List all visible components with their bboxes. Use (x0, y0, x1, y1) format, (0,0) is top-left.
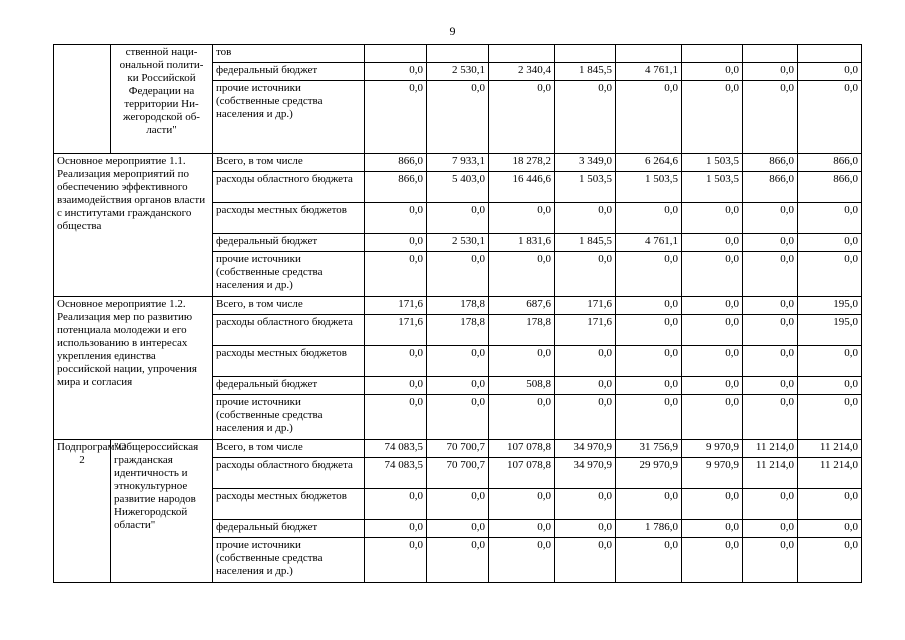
value-cell: 178,8 (427, 297, 489, 315)
value-cell: 1 503,5 (682, 172, 743, 203)
value-cell: 0,0 (743, 81, 798, 154)
value-cell: 0,0 (798, 538, 862, 583)
value-cell: 0,0 (798, 203, 862, 234)
value-cell: 0,0 (682, 81, 743, 154)
value-cell: 4 761,1 (616, 63, 682, 81)
value-cell: 866,0 (743, 172, 798, 203)
value-cell: 0,0 (427, 520, 489, 538)
value-cell: 18 278,2 (489, 154, 555, 172)
funding-source-cell: расходы местных бюджетов (213, 346, 365, 377)
value-cell: 0,0 (365, 346, 427, 377)
funding-source-cell: прочие источники (собственные средства населения и др.) (213, 252, 365, 297)
measure-name-cell: "Общероссийская гражданская идентичность и этнокультурное развитие народов Нижегородской области" (111, 440, 213, 583)
value-cell: 0,0 (427, 252, 489, 297)
value-cell: 0,0 (798, 63, 862, 81)
value-cell (555, 45, 616, 63)
value-cell: 0,0 (489, 538, 555, 583)
funding-source-cell: федеральный бюджет (213, 234, 365, 252)
value-cell: 9 970,9 (682, 458, 743, 489)
funding-source-cell: расходы областного бюджета (213, 315, 365, 346)
value-cell: 0,0 (365, 377, 427, 395)
value-cell: 3 349,0 (555, 154, 616, 172)
value-cell: 0,0 (682, 377, 743, 395)
subprogram-label-cell: Подпрограмма 2 (54, 440, 111, 583)
value-cell: 0,0 (616, 315, 682, 346)
value-cell: 11 214,0 (743, 458, 798, 489)
value-cell: 0,0 (365, 81, 427, 154)
value-cell: 0,0 (616, 395, 682, 440)
value-cell: 0,0 (427, 395, 489, 440)
value-cell: 0,0 (555, 203, 616, 234)
value-cell: 0,0 (743, 203, 798, 234)
value-cell: 171,6 (365, 315, 427, 346)
value-cell: 0,0 (682, 315, 743, 346)
value-cell: 0,0 (682, 297, 743, 315)
value-cell: 687,6 (489, 297, 555, 315)
value-cell: 178,8 (427, 315, 489, 346)
value-cell: 866,0 (365, 172, 427, 203)
funding-source-cell: федеральный бюджет (213, 63, 365, 81)
value-cell: 0,0 (427, 81, 489, 154)
value-cell: 866,0 (743, 154, 798, 172)
value-cell: 0,0 (743, 395, 798, 440)
table-row (54, 440, 862, 458)
value-cell: 74 083,5 (365, 440, 427, 458)
value-cell: 34 970,9 (555, 458, 616, 489)
value-cell: 70 700,7 (427, 440, 489, 458)
measure-name-cell: ственной наци- ональной полити- ки Российской Федерации на территории Ни- жегородской об- ласти" (111, 45, 213, 154)
value-cell: 866,0 (798, 154, 862, 172)
value-cell: 29 970,9 (616, 458, 682, 489)
value-cell: 0,0 (555, 346, 616, 377)
value-cell: 195,0 (798, 297, 862, 315)
value-cell: 0,0 (682, 538, 743, 583)
value-cell: 0,0 (555, 520, 616, 538)
value-cell: 178,8 (489, 315, 555, 346)
value-cell: 0,0 (743, 252, 798, 297)
value-cell: 171,6 (555, 297, 616, 315)
value-cell: 0,0 (489, 395, 555, 440)
value-cell (365, 45, 427, 63)
value-cell: 0,0 (489, 520, 555, 538)
value-cell: 0,0 (743, 315, 798, 346)
value-cell (798, 45, 862, 63)
value-cell: 0,0 (798, 377, 862, 395)
value-cell: 1 503,5 (555, 172, 616, 203)
value-cell: 2 340,4 (489, 63, 555, 81)
value-cell: 0,0 (427, 538, 489, 583)
value-cell: 0,0 (365, 203, 427, 234)
value-cell: 0,0 (489, 252, 555, 297)
value-cell: 171,6 (365, 297, 427, 315)
value-cell (427, 45, 489, 63)
value-cell: 0,0 (743, 538, 798, 583)
value-cell: 0,0 (555, 81, 616, 154)
value-cell: 0,0 (616, 297, 682, 315)
value-cell: 866,0 (798, 172, 862, 203)
funding-source-cell: федеральный бюджет (213, 377, 365, 395)
value-cell: 0,0 (743, 63, 798, 81)
funding-source-cell: прочие источники (собственные средства населения и др.) (213, 538, 365, 583)
value-cell (743, 45, 798, 63)
funding-source-cell: расходы областного бюджета (213, 458, 365, 489)
funding-source-cell: расходы местных бюджетов (213, 489, 365, 520)
value-cell: 195,0 (798, 315, 862, 346)
value-cell: 0,0 (682, 252, 743, 297)
value-cell: 0,0 (427, 377, 489, 395)
value-cell: 0,0 (682, 489, 743, 520)
table-row (54, 154, 862, 172)
value-cell: 4 761,1 (616, 234, 682, 252)
value-cell: 0,0 (365, 252, 427, 297)
value-cell: 1 845,5 (555, 234, 616, 252)
value-cell: 0,0 (682, 395, 743, 440)
value-cell: 34 970,9 (555, 440, 616, 458)
funding-source-cell: Всего, в том числе (213, 440, 365, 458)
value-cell: 0,0 (743, 377, 798, 395)
value-cell: 0,0 (616, 203, 682, 234)
value-cell: 16 446,6 (489, 172, 555, 203)
value-cell: 2 530,1 (427, 63, 489, 81)
funding-source-cell: Всего, в том числе (213, 154, 365, 172)
funding-source-cell: тов (213, 45, 365, 63)
value-cell: 74 083,5 (365, 458, 427, 489)
value-cell: 0,0 (682, 520, 743, 538)
funding-source-cell: расходы областного бюджета (213, 172, 365, 203)
value-cell: 1 845,5 (555, 63, 616, 81)
value-cell: 0,0 (743, 489, 798, 520)
value-cell: 7 933,1 (427, 154, 489, 172)
measure-name-cell: Основное мероприятие 1.2. Реализация мер по развитию потенциала молодежи и его использованию в интересах укрепления единства российской нации, упрочения мира и согласия (54, 297, 213, 440)
value-cell: 0,0 (489, 81, 555, 154)
subprogram-label-cell (54, 45, 111, 154)
value-cell: 0,0 (555, 489, 616, 520)
value-cell: 5 403,0 (427, 172, 489, 203)
value-cell: 70 700,7 (427, 458, 489, 489)
value-cell: 0,0 (489, 346, 555, 377)
value-cell: 0,0 (743, 297, 798, 315)
value-cell: 0,0 (616, 81, 682, 154)
value-cell: 1 503,5 (616, 172, 682, 203)
value-cell: 11 214,0 (798, 440, 862, 458)
value-cell: 0,0 (743, 346, 798, 377)
value-cell (616, 45, 682, 63)
value-cell: 0,0 (365, 395, 427, 440)
value-cell: 0,0 (616, 538, 682, 583)
value-cell: 0,0 (682, 203, 743, 234)
funding-source-cell: Всего, в том числе (213, 297, 365, 315)
value-cell: 0,0 (798, 346, 862, 377)
funding-source-cell: прочие источники (собственные средства населения и др.) (213, 81, 365, 154)
value-cell: 0,0 (555, 395, 616, 440)
value-cell: 2 530,1 (427, 234, 489, 252)
value-cell (489, 45, 555, 63)
value-cell: 0,0 (798, 395, 862, 440)
table-row (54, 45, 862, 63)
value-cell: 866,0 (365, 154, 427, 172)
page-number: 9 (449, 24, 456, 38)
value-cell: 107 078,8 (489, 458, 555, 489)
value-cell: 0,0 (555, 538, 616, 583)
funding-source-cell: расходы местных бюджетов (213, 203, 365, 234)
value-cell: 0,0 (743, 234, 798, 252)
measure-name-cell: Основное мероприятие 1.1. Реализация мероприятий по обеспечению эффективного взаимодействия органов власти с институтами гражданского общества (54, 154, 213, 297)
value-cell: 0,0 (365, 520, 427, 538)
value-cell: 171,6 (555, 315, 616, 346)
value-cell: 0,0 (798, 489, 862, 520)
value-cell: 0,0 (798, 81, 862, 154)
value-cell: 0,0 (798, 234, 862, 252)
value-cell: 0,0 (555, 377, 616, 395)
value-cell: 0,0 (427, 203, 489, 234)
value-cell: 11 214,0 (798, 458, 862, 489)
funding-source-cell: прочие источники (собственные средства населения и др.) (213, 395, 365, 440)
value-cell: 6 264,6 (616, 154, 682, 172)
funding-source-cell: федеральный бюджет (213, 520, 365, 538)
value-cell: 1 786,0 (616, 520, 682, 538)
value-cell: 1 831,6 (489, 234, 555, 252)
value-cell: 508,8 (489, 377, 555, 395)
value-cell: 0,0 (682, 63, 743, 81)
value-cell: 0,0 (365, 538, 427, 583)
table-row (54, 297, 862, 315)
value-cell: 0,0 (365, 63, 427, 81)
value-cell: 31 756,9 (616, 440, 682, 458)
value-cell: 1 503,5 (682, 154, 743, 172)
value-cell: 0,0 (798, 252, 862, 297)
value-cell: 0,0 (365, 234, 427, 252)
value-cell: 0,0 (616, 489, 682, 520)
value-cell: 0,0 (427, 489, 489, 520)
value-cell (682, 45, 743, 63)
value-cell: 107 078,8 (489, 440, 555, 458)
value-cell: 0,0 (365, 489, 427, 520)
value-cell: 0,0 (616, 377, 682, 395)
value-cell: 0,0 (682, 346, 743, 377)
value-cell: 0,0 (489, 489, 555, 520)
value-cell: 0,0 (798, 520, 862, 538)
value-cell: 0,0 (616, 252, 682, 297)
value-cell: 0,0 (489, 203, 555, 234)
value-cell: 0,0 (743, 520, 798, 538)
value-cell: 0,0 (555, 252, 616, 297)
value-cell: 11 214,0 (743, 440, 798, 458)
value-cell: 0,0 (427, 346, 489, 377)
budget-table (53, 44, 862, 583)
value-cell: 0,0 (616, 346, 682, 377)
table-body (54, 45, 862, 583)
value-cell: 0,0 (682, 234, 743, 252)
value-cell: 9 970,9 (682, 440, 743, 458)
